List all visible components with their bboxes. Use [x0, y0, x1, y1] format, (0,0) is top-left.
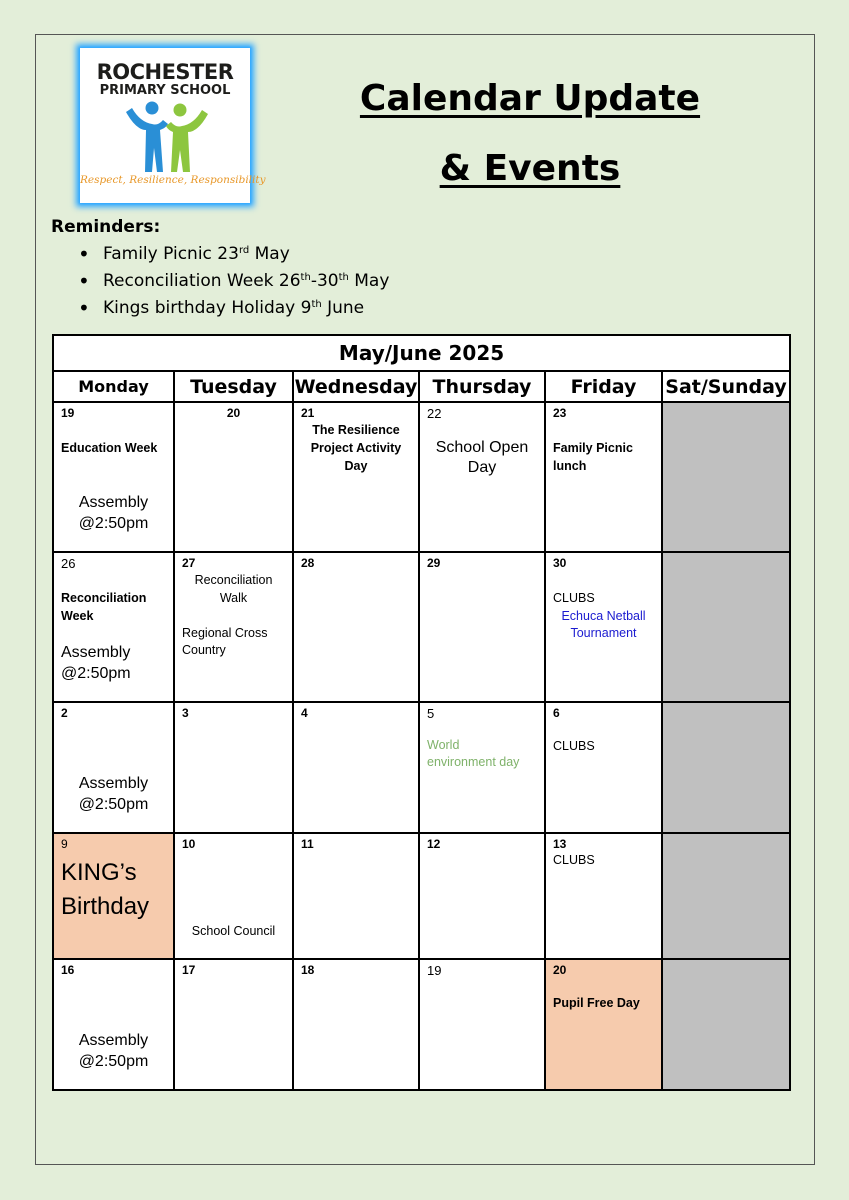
event-label: CLUBS	[553, 853, 595, 867]
calendar-day-cell	[545, 552, 662, 702]
logo-school-name: ROCHESTER	[96, 60, 234, 84]
calendar-day-cell	[174, 833, 293, 959]
day-number: 5	[427, 706, 435, 721]
calendar-day-cell	[419, 959, 545, 1090]
day-number: 30	[553, 556, 567, 570]
logo-school-type: PRIMARY SCHOOL	[99, 83, 231, 98]
event-label: lunch	[553, 459, 587, 473]
event-label: CLUBS	[553, 739, 595, 753]
event-label: Education Week	[61, 441, 158, 455]
event-label: Project Activity	[310, 441, 402, 455]
event-label: Reconciliation	[194, 573, 273, 587]
day-number: 4	[301, 706, 308, 720]
event-label: World	[427, 738, 460, 752]
calendar-day-cell	[293, 702, 419, 833]
day-number: 22	[427, 406, 442, 421]
assembly-label: Assembly	[61, 644, 131, 661]
day-number: 19	[61, 406, 75, 420]
calendar-day-cell	[293, 552, 419, 702]
reminder-item: • Family Picnic 23rd May	[78, 242, 389, 269]
event-label: School Open	[435, 439, 529, 456]
weekend-cell	[662, 959, 790, 1090]
event-label: Regional Cross	[182, 626, 268, 640]
calendar-day-cell	[545, 402, 662, 552]
day-number: 21	[301, 406, 315, 420]
calendar-day-cell	[53, 833, 174, 959]
event-label: Pupil Free Day	[553, 996, 640, 1010]
children-figures-icon	[122, 100, 212, 174]
calendar-day-cell	[293, 402, 419, 552]
event-label: Country	[182, 643, 226, 657]
assembly-label: Assembly	[78, 1032, 149, 1049]
day-number: 20	[553, 963, 567, 977]
event-label: Echuca Netball	[561, 609, 646, 623]
day-header-friday: Friday	[545, 371, 662, 402]
calendar-day-cell	[419, 702, 545, 833]
day-number: 17	[182, 963, 196, 977]
calendar-day-cell	[174, 702, 293, 833]
event-label: School Council	[191, 924, 276, 938]
weekend-cell	[662, 402, 790, 552]
calendar-day-cell	[545, 959, 662, 1090]
reminders-heading: Reminders:	[51, 217, 161, 237]
day-number: 9	[61, 837, 68, 851]
day-number: 23	[553, 406, 567, 420]
page-subtitle: & Events	[439, 148, 621, 189]
calendar-day-cell	[174, 552, 293, 702]
day-number: 10	[182, 837, 196, 851]
logo-motto: Respect, Resilience, Responsibility	[80, 174, 266, 186]
event-label: Reconciliation	[61, 591, 147, 605]
calendar-day-cell	[293, 833, 419, 959]
day-number: 19	[427, 963, 442, 978]
calendar-day-cell	[174, 959, 293, 1090]
day-number: 11	[301, 837, 314, 851]
calendar-day-cell	[53, 702, 174, 833]
event-label: KING’s	[61, 859, 137, 886]
calendar-day-cell	[53, 552, 174, 702]
day-header-thursday: Thursday	[419, 371, 545, 402]
weekend-cell	[662, 833, 790, 959]
event-label: The Resilience	[312, 423, 400, 437]
event-label: CLUBS	[553, 591, 595, 605]
school-logo	[80, 48, 266, 203]
event-label: environment day	[427, 755, 520, 769]
day-number: 6	[553, 706, 560, 720]
calendar-day-cell	[419, 833, 545, 959]
day-header-tuesday: Tuesday	[174, 371, 293, 402]
calendar-day-cell	[53, 959, 174, 1090]
day-number: 3	[182, 706, 189, 720]
calendar-day-cell	[419, 552, 545, 702]
assembly-time: @2:50pm	[61, 665, 131, 682]
day-number: 28	[301, 556, 315, 570]
event-label: Family Picnic	[553, 441, 633, 455]
day-number: 2	[61, 706, 68, 720]
calendar-day-cell	[545, 833, 662, 959]
event-label: Tournament	[570, 626, 637, 640]
day-number: 29	[427, 556, 441, 570]
event-label: Day	[467, 459, 497, 476]
event-label: Week	[61, 609, 94, 623]
calendar-month-label: May/June 2025	[53, 335, 790, 371]
day-number: 12	[427, 837, 441, 851]
calendar-day-cell	[53, 402, 174, 552]
assembly-time: @2:50pm	[78, 1053, 149, 1070]
day-number: 16	[61, 963, 75, 977]
calendar-day-cell	[419, 402, 545, 552]
assembly-time: @2:50pm	[78, 515, 149, 532]
weekend-cell	[662, 702, 790, 833]
day-header-monday: Monday	[53, 371, 174, 402]
event-label: Day	[344, 459, 368, 473]
day-number: 26	[61, 556, 76, 571]
calendar-day-cell	[545, 702, 662, 833]
reminder-item: • Reconciliation Week 26th-30th May	[78, 269, 389, 296]
weekend-cell	[662, 552, 790, 702]
day-header-weekend: Sat/Sunday	[662, 371, 790, 402]
event-label: Birthday	[61, 893, 150, 920]
assembly-time: @2:50pm	[78, 796, 149, 813]
reminders-list	[78, 242, 389, 323]
assembly-label: Assembly	[78, 494, 149, 511]
day-number: 13	[553, 837, 567, 851]
calendar-day-cell	[293, 959, 419, 1090]
page-title: Calendar Update	[359, 78, 701, 119]
assembly-label: Assembly	[78, 775, 149, 792]
calendar-table	[52, 334, 791, 1091]
day-header-wednesday: Wednesday	[293, 371, 419, 402]
day-number: 20	[226, 406, 241, 420]
calendar-day-cell	[174, 402, 293, 552]
event-label: Walk	[219, 591, 248, 605]
day-number: 27	[182, 556, 196, 570]
reminder-item: • Kings birthday Holiday 9th June	[78, 296, 389, 323]
day-number: 18	[301, 963, 315, 977]
